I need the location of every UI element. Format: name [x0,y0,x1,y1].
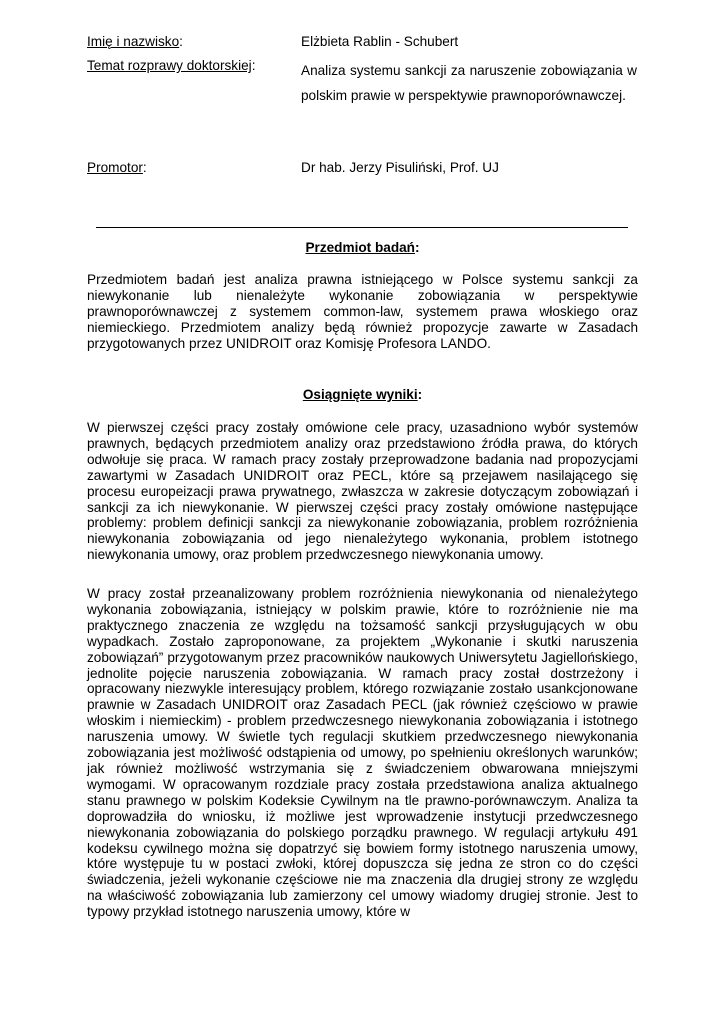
results-heading: Osiągnięte wyniki: [302,387,423,402]
name-label: Imię i nazwisko: [87,34,183,49]
topic-colon: : [251,58,256,73]
name-value: Elżbieta Rablin - Schubert [301,34,459,49]
subject-heading: Przedmiot badań: [305,240,420,255]
subject-heading-colon: : [415,240,420,255]
horizontal-divider [96,227,628,228]
results-heading-colon: : [417,387,423,402]
subject-paragraph: Przedmiotem badań jest analiza prawna istniejącego w Polsce systemu sankcji za niewykonanie lub nienależyte wykonanie zobowiązania w perspektywie prawnoporównawczej z systemem common-law, systemem prawa włoskiego oraz niemieckiego. Przedmiotem analizy będą również propozycje zawarte w Zasadach przygotowanych przez UNIDROIT oraz Komisję Profesora LANDO. [87,272,638,351]
promoter-colon: : [142,160,147,175]
topic-label: Temat rozprawy doktorskiej: [87,58,256,73]
topic-value: Analiza systemu sankcji za naruszenie zobowiązania w polskim prawie w perspektywie prawnoporównawczej. [301,63,637,103]
results-paragraph-1: W pierwszej części pracy zostały omówione cele pracy, uzasadniono wybór systemów prawnych, będących przedmiotem analizy oraz przedstawiono źródła prawa, do których odwołuje się praca. W ramach pracy zostały przeprowadzone badania nad propozycjami zawartymi w Zasadach UNIDROIT oraz PECL, które są przejawem nasilającego się procesu europeizacji prawa prywatnego, zwłaszcza w zakresie dotyczącym zobowiązań i sankcji za ich niewykonanie. W pierwszej części pracy zostały omówione następujące problemy: problem definicji sankcji za niewykonanie zobowiązania, problem rozróżnienia niewykonania zobowiązania od jego nienależytego wykonania, problem istotnego niewykonania umowy, oraz problem przedwczesnego niewykonania umowy. [87,420,638,563]
name-colon: : [179,34,183,49]
promoter-value: Dr hab. Jerzy Pisuliński, Prof. UJ [301,160,499,175]
results-paragraph-2: W pracy został przeanalizowany problem rozróżnienia niewykonania od nienależytego wykonania zobowiązania, istniejący w polskim prawie, które to rozróżnienie nie ma praktycznego znaczenia ze względu na tożsamość sankcji przysługujących w obu wypadkach. Zostało zaproponowane, za projektem „Wykonanie i skutki naruszenia zobowiązań” przygotowanym przez pracowników naukowych Uniwersytetu Jagiellońskiego, jednolite pojęcie naruszenia zobowiązania. W ramach pracy został dostrzeżony i opracowany niezwykle interesujący problem, którego rozwiązanie zostało usankcjonowane prawnie w Zasadach UNIDROIT oraz Zasadach PECL (jak również częściowo w prawie włoskim i niemieckim) - problem przedwczesnego niewykonania zobowiązania i istotnego naruszenia umowy. W świetle tych regulacji skutkiem przedwczesnego niewykonania zobowiązania jest możliwość odstąpienia od umowy, po spełnieniu określonych warunków; jak również możliwość wstrzymania się z świadczeniem obwarowana mniejszymi wymogami. W opracowanym rozdziale pracy została przedstawiona analiza aktualnego stanu prawnego w polskim Kodeksie Cywilnym na tle prawno-porównawczym. Analiza ta doprowadziła do wniosku, iż możliwe jest wprowadzenie instytucji przedwczesnego niewykonania zobowiązania do polskiego porządku prawnego. W regulacji artykułu 491 kodeksu cywilnego można się dopatrzyć się bowiem formy istotnego naruszenia umowy, które występuje tu w postaci zwłoki, której dopuszcza się jedna ze stron co do części świadczenia, jeżeli wykonanie częściowe nie ma znaczenia dla drugiej strony ze względu na właściwość zobowiązania lub zamierzony cel umowy wiadomy drugiej stronie. Jest to typowy przykład istotnego naruszenia umowy, które w [87,586,638,920]
promoter-label: Promotor: [87,160,147,175]
